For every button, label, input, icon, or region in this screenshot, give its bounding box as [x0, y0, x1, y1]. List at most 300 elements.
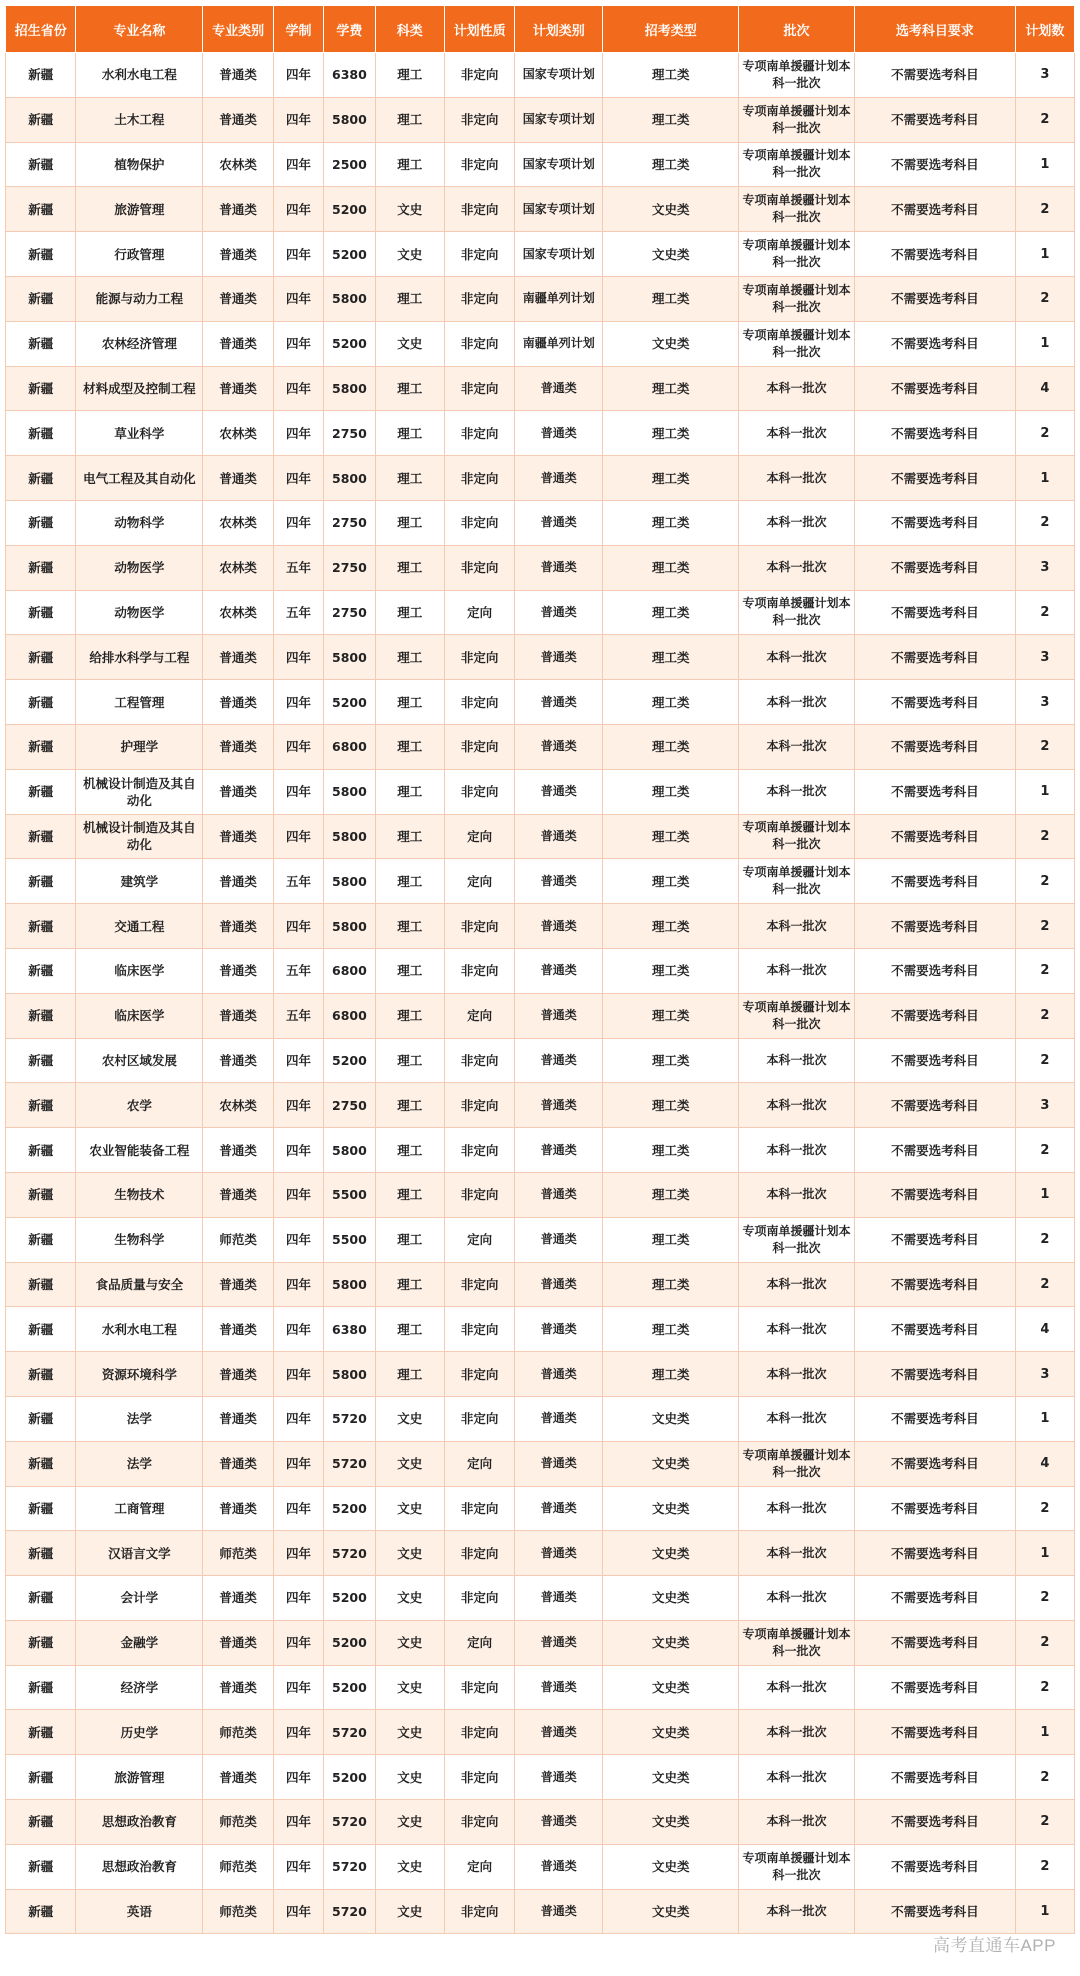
cell-subject-requirement: 不需要选考科目 — [854, 635, 1015, 680]
table-row — [6, 680, 1075, 725]
cell-major-category: 普通类 — [203, 1441, 273, 1486]
cell-major-name: 旅游管理 — [76, 187, 203, 232]
cell-plan-count: 2 — [1015, 500, 1074, 545]
cell-subject-type: 文史 — [375, 1889, 444, 1934]
cell-major-category: 普通类 — [203, 1128, 273, 1173]
cell-plan-count: 2 — [1015, 948, 1074, 993]
cell-tuition: 2750 — [324, 590, 376, 635]
cell-tuition: 5720 — [324, 1844, 376, 1889]
cell-major-name: 给排水科学与工程 — [76, 635, 203, 680]
cell-plan-nature: 非定向 — [444, 1128, 514, 1173]
cell-subject-type: 理工 — [375, 276, 444, 321]
cell-batch: 专项南单援疆计划本科一批次 — [739, 276, 855, 321]
cell-duration: 四年 — [273, 1083, 323, 1128]
cell-subject-requirement: 不需要选考科目 — [854, 366, 1015, 411]
cell-subject-requirement: 不需要选考科目 — [854, 500, 1015, 545]
cell-major-category: 普通类 — [203, 814, 273, 859]
cell-plan-nature: 非定向 — [444, 142, 514, 187]
table-row — [6, 1889, 1075, 1934]
cell-subject-type: 理工 — [375, 590, 444, 635]
cell-exam-type: 理工类 — [603, 411, 739, 456]
cell-tuition: 5720 — [324, 1531, 376, 1576]
cell-subject-requirement: 不需要选考科目 — [854, 1307, 1015, 1352]
cell-duration: 四年 — [273, 814, 323, 859]
cell-province: 新疆 — [6, 1844, 76, 1889]
table-row — [6, 187, 1075, 232]
cell-major-name: 农村区域发展 — [76, 1038, 203, 1083]
cell-batch: 本科一批次 — [739, 1665, 855, 1710]
cell-plan-category: 普通类 — [515, 904, 603, 949]
cell-plan-category: 国家专项计划 — [515, 53, 603, 98]
cell-plan-count: 2 — [1015, 1486, 1074, 1531]
cell-plan-category: 普通类 — [515, 366, 603, 411]
cell-subject-requirement: 不需要选考科目 — [854, 859, 1015, 904]
table-row — [6, 276, 1075, 321]
cell-major-category: 师范类 — [203, 1889, 273, 1934]
cell-tuition: 5800 — [324, 1352, 376, 1397]
table-row — [6, 1172, 1075, 1217]
cell-subject-requirement: 不需要选考科目 — [854, 814, 1015, 859]
cell-batch: 本科一批次 — [739, 1128, 855, 1173]
cell-subject-requirement: 不需要选考科目 — [854, 948, 1015, 993]
cell-batch: 本科一批次 — [739, 769, 855, 814]
cell-plan-nature: 非定向 — [444, 411, 514, 456]
header-province: 招生省份 — [6, 6, 76, 53]
cell-major-category: 普通类 — [203, 366, 273, 411]
cell-plan-category: 普通类 — [515, 545, 603, 590]
cell-subject-requirement: 不需要选考科目 — [854, 1396, 1015, 1441]
cell-major-category: 农林类 — [203, 590, 273, 635]
cell-plan-nature: 非定向 — [444, 1486, 514, 1531]
cell-province: 新疆 — [6, 1576, 76, 1621]
cell-duration: 四年 — [273, 97, 323, 142]
cell-plan-count: 2 — [1015, 1262, 1074, 1307]
cell-plan-nature: 非定向 — [444, 724, 514, 769]
cell-exam-type: 文史类 — [603, 1486, 739, 1531]
cell-plan-count: 3 — [1015, 545, 1074, 590]
cell-plan-nature: 非定向 — [444, 53, 514, 98]
cell-exam-type: 理工类 — [603, 769, 739, 814]
cell-subject-requirement: 不需要选考科目 — [854, 1800, 1015, 1845]
cell-plan-category: 普通类 — [515, 1576, 603, 1621]
cell-subject-type: 理工 — [375, 769, 444, 814]
cell-duration: 四年 — [273, 635, 323, 680]
cell-plan-category: 普通类 — [515, 680, 603, 725]
cell-plan-nature: 定向 — [444, 814, 514, 859]
cell-tuition: 5200 — [324, 680, 376, 725]
table-row — [6, 232, 1075, 277]
cell-subject-type: 文史 — [375, 1665, 444, 1710]
table-body — [6, 53, 1075, 1934]
cell-subject-requirement: 不需要选考科目 — [854, 187, 1015, 232]
cell-major-name: 动物医学 — [76, 590, 203, 635]
cell-major-name: 临床医学 — [76, 948, 203, 993]
cell-tuition: 5720 — [324, 1441, 376, 1486]
header-tuition: 学费 — [324, 6, 376, 53]
cell-subject-type: 理工 — [375, 366, 444, 411]
table-row — [6, 1441, 1075, 1486]
cell-exam-type: 理工类 — [603, 97, 739, 142]
cell-major-category: 普通类 — [203, 993, 273, 1038]
cell-duration: 四年 — [273, 1352, 323, 1397]
cell-plan-nature: 非定向 — [444, 1172, 514, 1217]
cell-major-name: 水利水电工程 — [76, 1307, 203, 1352]
cell-plan-category: 普通类 — [515, 1441, 603, 1486]
cell-duration: 四年 — [273, 1396, 323, 1441]
cell-duration: 四年 — [273, 1307, 323, 1352]
cell-tuition: 2750 — [324, 545, 376, 590]
cell-batch: 本科一批次 — [739, 1038, 855, 1083]
cell-plan-count: 2 — [1015, 276, 1074, 321]
cell-exam-type: 文史类 — [603, 1576, 739, 1621]
cell-major-name: 生物科学 — [76, 1217, 203, 1262]
cell-province: 新疆 — [6, 276, 76, 321]
cell-plan-category: 普通类 — [515, 1889, 603, 1934]
cell-province: 新疆 — [6, 142, 76, 187]
cell-subject-type: 理工 — [375, 724, 444, 769]
cell-plan-nature: 非定向 — [444, 1800, 514, 1845]
cell-plan-count: 2 — [1015, 187, 1074, 232]
cell-tuition: 5200 — [324, 1576, 376, 1621]
cell-plan-nature: 非定向 — [444, 1396, 514, 1441]
cell-batch: 本科一批次 — [739, 1083, 855, 1128]
cell-batch: 专项南单援疆计划本科一批次 — [739, 97, 855, 142]
cell-subject-requirement: 不需要选考科目 — [854, 1128, 1015, 1173]
cell-batch: 本科一批次 — [739, 1755, 855, 1800]
table-row — [6, 814, 1075, 859]
cell-subject-requirement: 不需要选考科目 — [854, 1620, 1015, 1665]
cell-plan-nature: 非定向 — [444, 769, 514, 814]
cell-batch: 本科一批次 — [739, 1352, 855, 1397]
cell-plan-count: 1 — [1015, 1531, 1074, 1576]
cell-duration: 四年 — [273, 1889, 323, 1934]
table-row — [6, 1665, 1075, 1710]
table-row — [6, 1038, 1075, 1083]
cell-exam-type: 理工类 — [603, 1128, 739, 1173]
cell-plan-nature: 非定向 — [444, 366, 514, 411]
cell-subject-type: 理工 — [375, 545, 444, 590]
cell-subject-type: 理工 — [375, 500, 444, 545]
cell-exam-type: 理工类 — [603, 545, 739, 590]
cell-major-name: 工商管理 — [76, 1486, 203, 1531]
cell-major-category: 普通类 — [203, 1352, 273, 1397]
cell-tuition: 6800 — [324, 724, 376, 769]
cell-province: 新疆 — [6, 590, 76, 635]
cell-subject-type: 理工 — [375, 680, 444, 725]
cell-plan-nature: 非定向 — [444, 1083, 514, 1128]
cell-province: 新疆 — [6, 635, 76, 680]
cell-duration: 四年 — [273, 1128, 323, 1173]
cell-major-name: 草业科学 — [76, 411, 203, 456]
cell-province: 新疆 — [6, 769, 76, 814]
cell-major-name: 资源环境科学 — [76, 1352, 203, 1397]
cell-batch: 本科一批次 — [739, 1307, 855, 1352]
table-row — [6, 545, 1075, 590]
table-row — [6, 1620, 1075, 1665]
cell-plan-count: 2 — [1015, 993, 1074, 1038]
cell-province: 新疆 — [6, 1441, 76, 1486]
header-batch: 批次 — [739, 6, 855, 53]
cell-major-name: 能源与动力工程 — [76, 276, 203, 321]
cell-tuition: 5200 — [324, 1620, 376, 1665]
cell-exam-type: 理工类 — [603, 948, 739, 993]
cell-subject-type: 理工 — [375, 814, 444, 859]
cell-plan-count: 2 — [1015, 1755, 1074, 1800]
cell-plan-nature: 非定向 — [444, 1038, 514, 1083]
cell-duration: 四年 — [273, 1172, 323, 1217]
cell-batch: 专项南单援疆计划本科一批次 — [739, 590, 855, 635]
cell-major-name: 植物保护 — [76, 142, 203, 187]
cell-exam-type: 理工类 — [603, 904, 739, 949]
cell-exam-type: 理工类 — [603, 724, 739, 769]
cell-duration: 四年 — [273, 1486, 323, 1531]
cell-plan-count: 1 — [1015, 1172, 1074, 1217]
cell-subject-requirement: 不需要选考科目 — [854, 904, 1015, 949]
cell-province: 新疆 — [6, 321, 76, 366]
cell-tuition: 5200 — [324, 232, 376, 277]
cell-tuition: 5720 — [324, 1396, 376, 1441]
cell-batch: 本科一批次 — [739, 1889, 855, 1934]
cell-batch: 本科一批次 — [739, 1576, 855, 1621]
cell-major-category: 普通类 — [203, 769, 273, 814]
cell-plan-category: 普通类 — [515, 635, 603, 680]
cell-plan-nature: 非定向 — [444, 904, 514, 949]
cell-plan-nature: 非定向 — [444, 1307, 514, 1352]
cell-exam-type: 理工类 — [603, 53, 739, 98]
table-header-row — [6, 6, 1075, 53]
cell-plan-category: 普通类 — [515, 724, 603, 769]
cell-tuition: 5500 — [324, 1217, 376, 1262]
cell-tuition: 2500 — [324, 142, 376, 187]
header-subject-type: 科类 — [375, 6, 444, 53]
cell-plan-nature: 定向 — [444, 1844, 514, 1889]
cell-major-name: 会计学 — [76, 1576, 203, 1621]
cell-plan-nature: 定向 — [444, 590, 514, 635]
cell-province: 新疆 — [6, 1128, 76, 1173]
cell-plan-nature: 非定向 — [444, 232, 514, 277]
cell-subject-type: 文史 — [375, 1800, 444, 1845]
cell-major-name: 食品质量与安全 — [76, 1262, 203, 1307]
cell-duration: 四年 — [273, 1038, 323, 1083]
cell-batch: 本科一批次 — [739, 1172, 855, 1217]
cell-province: 新疆 — [6, 724, 76, 769]
cell-tuition: 5800 — [324, 276, 376, 321]
table-row — [6, 724, 1075, 769]
cell-major-category: 农林类 — [203, 411, 273, 456]
cell-province: 新疆 — [6, 411, 76, 456]
cell-province: 新疆 — [6, 993, 76, 1038]
table-row — [6, 1083, 1075, 1128]
table-row — [6, 948, 1075, 993]
cell-exam-type: 理工类 — [603, 1352, 739, 1397]
cell-province: 新疆 — [6, 1352, 76, 1397]
cell-major-category: 普通类 — [203, 635, 273, 680]
cell-plan-count: 2 — [1015, 724, 1074, 769]
cell-plan-nature: 非定向 — [444, 187, 514, 232]
cell-plan-count: 2 — [1015, 1128, 1074, 1173]
cell-plan-nature: 非定向 — [444, 500, 514, 545]
cell-major-category: 普通类 — [203, 232, 273, 277]
cell-duration: 四年 — [273, 366, 323, 411]
cell-duration: 四年 — [273, 1710, 323, 1755]
cell-plan-nature: 非定向 — [444, 1531, 514, 1576]
cell-subject-type: 理工 — [375, 859, 444, 904]
cell-plan-category: 普通类 — [515, 859, 603, 904]
cell-tuition: 5800 — [324, 635, 376, 680]
cell-major-category: 普通类 — [203, 904, 273, 949]
table-row — [6, 142, 1075, 187]
cell-plan-nature: 非定向 — [444, 97, 514, 142]
cell-plan-category: 普通类 — [515, 1038, 603, 1083]
cell-plan-category: 普通类 — [515, 411, 603, 456]
cell-province: 新疆 — [6, 1889, 76, 1934]
cell-tuition: 5800 — [324, 366, 376, 411]
cell-subject-requirement: 不需要选考科目 — [854, 724, 1015, 769]
cell-duration: 四年 — [273, 232, 323, 277]
cell-major-name: 水利水电工程 — [76, 53, 203, 98]
cell-plan-category: 普通类 — [515, 1755, 603, 1800]
cell-major-category: 农林类 — [203, 500, 273, 545]
cell-subject-requirement: 不需要选考科目 — [854, 993, 1015, 1038]
cell-duration: 四年 — [273, 1665, 323, 1710]
cell-exam-type: 理工类 — [603, 142, 739, 187]
cell-province: 新疆 — [6, 187, 76, 232]
cell-plan-count: 1 — [1015, 321, 1074, 366]
cell-tuition: 5800 — [324, 769, 376, 814]
cell-duration: 四年 — [273, 1576, 323, 1621]
table-row — [6, 1217, 1075, 1262]
cell-subject-type: 文史 — [375, 187, 444, 232]
cell-province: 新疆 — [6, 680, 76, 725]
cell-subject-requirement: 不需要选考科目 — [854, 53, 1015, 98]
table-row — [6, 321, 1075, 366]
table-row — [6, 456, 1075, 501]
cell-major-name: 法学 — [76, 1441, 203, 1486]
header-plan-count: 计划数 — [1015, 6, 1074, 53]
cell-subject-requirement: 不需要选考科目 — [854, 321, 1015, 366]
cell-province: 新疆 — [6, 1262, 76, 1307]
cell-tuition: 6800 — [324, 993, 376, 1038]
cell-duration: 四年 — [273, 1531, 323, 1576]
cell-subject-type: 理工 — [375, 1352, 444, 1397]
cell-major-category: 普通类 — [203, 276, 273, 321]
cell-exam-type: 理工类 — [603, 590, 739, 635]
cell-plan-count: 2 — [1015, 1665, 1074, 1710]
cell-subject-type: 文史 — [375, 1755, 444, 1800]
table-row — [6, 1755, 1075, 1800]
cell-batch: 本科一批次 — [739, 1710, 855, 1755]
cell-subject-requirement: 不需要选考科目 — [854, 1352, 1015, 1397]
cell-duration: 四年 — [273, 724, 323, 769]
cell-duration: 四年 — [273, 904, 323, 949]
cell-batch: 本科一批次 — [739, 545, 855, 590]
cell-subject-requirement: 不需要选考科目 — [854, 1172, 1015, 1217]
cell-major-name: 电气工程及其自动化 — [76, 456, 203, 501]
cell-exam-type: 文史类 — [603, 1620, 739, 1665]
table-row — [6, 1531, 1075, 1576]
cell-subject-requirement: 不需要选考科目 — [854, 1441, 1015, 1486]
cell-tuition: 5500 — [324, 1172, 376, 1217]
cell-exam-type: 理工类 — [603, 1307, 739, 1352]
cell-plan-category: 普通类 — [515, 1352, 603, 1397]
cell-major-category: 普通类 — [203, 1755, 273, 1800]
cell-exam-type: 理工类 — [603, 635, 739, 680]
table-row — [6, 993, 1075, 1038]
cell-subject-requirement: 不需要选考科目 — [854, 1844, 1015, 1889]
cell-subject-type: 理工 — [375, 1217, 444, 1262]
cell-plan-category: 普通类 — [515, 1665, 603, 1710]
cell-tuition: 5200 — [324, 1665, 376, 1710]
cell-exam-type: 理工类 — [603, 814, 739, 859]
cell-subject-type: 理工 — [375, 142, 444, 187]
cell-plan-category: 国家专项计划 — [515, 142, 603, 187]
cell-batch: 专项南单援疆计划本科一批次 — [739, 859, 855, 904]
cell-province: 新疆 — [6, 545, 76, 590]
cell-plan-count: 2 — [1015, 97, 1074, 142]
table-row — [6, 1710, 1075, 1755]
cell-major-category: 普通类 — [203, 948, 273, 993]
cell-batch: 本科一批次 — [739, 1486, 855, 1531]
cell-plan-count: 2 — [1015, 814, 1074, 859]
cell-plan-nature: 非定向 — [444, 1262, 514, 1307]
cell-plan-count: 1 — [1015, 1710, 1074, 1755]
cell-batch: 专项南单援疆计划本科一批次 — [739, 53, 855, 98]
cell-plan-nature: 非定向 — [444, 1576, 514, 1621]
cell-plan-category: 普通类 — [515, 1128, 603, 1173]
cell-plan-count: 3 — [1015, 53, 1074, 98]
cell-plan-count: 2 — [1015, 1844, 1074, 1889]
cell-subject-type: 理工 — [375, 1172, 444, 1217]
cell-tuition: 5720 — [324, 1889, 376, 1934]
cell-major-name: 工程管理 — [76, 680, 203, 725]
cell-major-name: 机械设计制造及其自动化 — [76, 814, 203, 859]
cell-exam-type: 理工类 — [603, 1217, 739, 1262]
cell-plan-nature: 非定向 — [444, 635, 514, 680]
cell-tuition: 5800 — [324, 97, 376, 142]
cell-tuition: 5800 — [324, 1128, 376, 1173]
cell-major-category: 普通类 — [203, 724, 273, 769]
cell-subject-requirement: 不需要选考科目 — [854, 545, 1015, 590]
cell-major-name: 金融学 — [76, 1620, 203, 1665]
cell-province: 新疆 — [6, 814, 76, 859]
cell-exam-type: 文史类 — [603, 1531, 739, 1576]
cell-subject-type: 理工 — [375, 456, 444, 501]
header-exam-type: 招考类型 — [603, 6, 739, 53]
cell-subject-type: 理工 — [375, 1128, 444, 1173]
cell-exam-type: 理工类 — [603, 859, 739, 904]
cell-major-name: 旅游管理 — [76, 1755, 203, 1800]
cell-plan-nature: 定向 — [444, 859, 514, 904]
cell-subject-requirement: 不需要选考科目 — [854, 97, 1015, 142]
cell-duration: 四年 — [273, 53, 323, 98]
cell-plan-category: 南疆单列计划 — [515, 276, 603, 321]
cell-major-name: 英语 — [76, 1889, 203, 1934]
cell-tuition: 5720 — [324, 1710, 376, 1755]
cell-exam-type: 理工类 — [603, 276, 739, 321]
table-row — [6, 635, 1075, 680]
table-row — [6, 53, 1075, 98]
cell-plan-count: 1 — [1015, 456, 1074, 501]
cell-exam-type: 理工类 — [603, 1172, 739, 1217]
cell-major-category: 师范类 — [203, 1710, 273, 1755]
cell-subject-requirement: 不需要选考科目 — [854, 1262, 1015, 1307]
cell-batch: 本科一批次 — [739, 411, 855, 456]
cell-plan-count: 2 — [1015, 1038, 1074, 1083]
cell-subject-requirement: 不需要选考科目 — [854, 456, 1015, 501]
cell-province: 新疆 — [6, 1038, 76, 1083]
cell-major-category: 师范类 — [203, 1531, 273, 1576]
cell-exam-type: 理工类 — [603, 1083, 739, 1128]
